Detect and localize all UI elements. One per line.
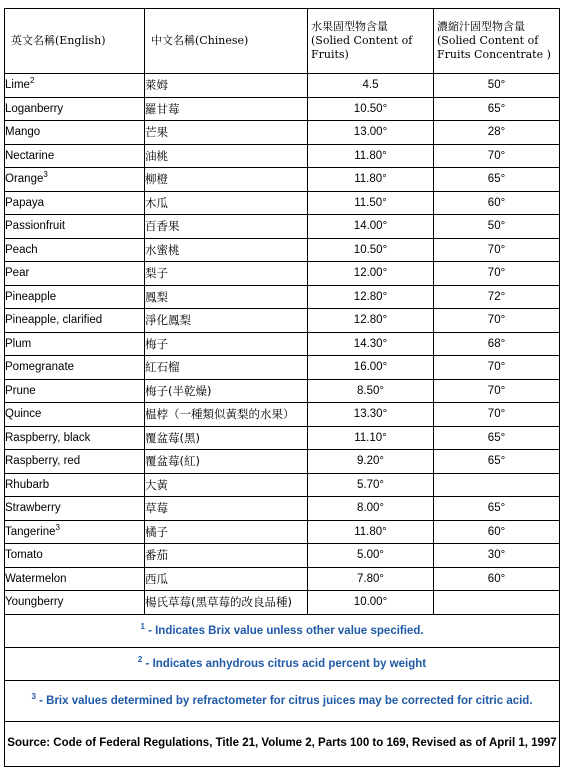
english-name-cell	[5, 168, 145, 192]
solids-value: 8.50°	[308, 379, 434, 403]
chinese-name: 芒果	[145, 121, 308, 145]
table-row	[5, 238, 560, 262]
chinese-name: 梨子	[145, 262, 308, 286]
chinese-name: 梅子	[145, 332, 308, 356]
english-name-cell	[5, 238, 145, 262]
english-name: Mango	[5, 126, 41, 139]
concentrate-value: 70°	[434, 356, 560, 380]
english-name: Strawberry	[5, 502, 61, 515]
header-solids	[308, 9, 434, 74]
footnote-mark: 3	[55, 522, 60, 532]
table-row	[5, 262, 560, 286]
chinese-name: 梅子(半乾燥)	[145, 379, 308, 403]
english-name: Peach	[5, 243, 38, 256]
english-name-cell	[5, 544, 145, 568]
solids-value: 10.00°	[308, 591, 434, 615]
table-row	[5, 473, 560, 497]
table-row	[5, 520, 560, 544]
table-row	[5, 97, 560, 121]
chinese-name: 百香果	[145, 215, 308, 239]
header-solids-en: (Solied Content of Fruits)	[311, 34, 413, 61]
solids-value: 11.50°	[308, 191, 434, 215]
table-row	[5, 168, 560, 192]
source-citation: Source: Code of Federal Regulations, Title 21, Volume 2, Parts 100 to 169, Revised as of April 1, 1997	[5, 721, 560, 766]
table-row	[5, 74, 560, 98]
chinese-name: 草莓	[145, 497, 308, 521]
chinese-name: 柳橙	[145, 168, 308, 192]
english-name-cell	[5, 591, 145, 615]
english-name: Pineapple	[5, 290, 57, 303]
chinese-name: 淨化鳳梨	[145, 309, 308, 333]
chinese-name: 大黃	[145, 473, 308, 497]
english-name-cell	[5, 309, 145, 333]
solids-value: 7.80°	[308, 567, 434, 591]
solids-value: 12.80°	[308, 309, 434, 333]
english-name-cell	[5, 497, 145, 521]
footnote-mark: 2	[29, 76, 35, 86]
chinese-name: 鳳梨	[145, 285, 308, 309]
solids-value: 5.70°	[308, 473, 434, 497]
table-row	[5, 144, 560, 168]
table-row	[5, 591, 560, 615]
solids-value: 9.20°	[308, 450, 434, 474]
concentrate-value: 65°	[434, 426, 560, 450]
header-chinese: 中文名稱(Chinese)	[145, 9, 308, 74]
table-row	[5, 215, 560, 239]
english-name-cell	[5, 356, 145, 380]
english-name-cell	[5, 262, 145, 286]
solids-value: 14.30°	[308, 332, 434, 356]
header-english: 英文名稱(English)	[5, 9, 145, 74]
chinese-name: 紅石榴	[145, 356, 308, 380]
english-name: Rhubarb	[5, 478, 50, 491]
header-concentrate-en: (Solied Content of Fruits Concentrate )	[437, 34, 551, 61]
solids-value: 10.50°	[308, 238, 434, 262]
english-name: Watermelon	[5, 572, 67, 585]
english-name: Nectarine	[5, 149, 55, 162]
english-name: Plum	[5, 337, 32, 350]
english-name-cell	[5, 426, 145, 450]
solids-value: 10.50°	[308, 97, 434, 121]
concentrate-value: 70°	[434, 144, 560, 168]
english-name-cell	[5, 121, 145, 145]
concentrate-value: 65°	[434, 497, 560, 521]
english-name: Orange	[5, 173, 44, 186]
footnote-mark: 3	[43, 170, 48, 180]
chinese-name: 西瓜	[145, 567, 308, 591]
header-row	[5, 9, 560, 74]
english-name: Pomegranate	[5, 361, 75, 374]
source-row	[5, 721, 560, 766]
concentrate-value: 30°	[434, 544, 560, 568]
concentrate-value: 68°	[434, 332, 560, 356]
english-name-cell	[5, 191, 145, 215]
concentrate-value: 70°	[434, 379, 560, 403]
chinese-name: 木瓜	[145, 191, 308, 215]
note-1: $^1$ - Indicates Brix value unless other value specified.	[5, 614, 560, 647]
english-name: Raspberry, red	[5, 455, 81, 468]
concentrate-value: 65°	[434, 168, 560, 192]
english-name: Pear	[5, 267, 30, 280]
table-row	[5, 309, 560, 333]
english-name-cell	[5, 450, 145, 474]
table-row	[5, 403, 560, 427]
english-name: Youngberry	[5, 596, 64, 609]
concentrate-value: 70°	[434, 262, 560, 286]
table-row	[5, 356, 560, 380]
english-name-cell	[5, 567, 145, 591]
solids-value: 13.30°	[308, 403, 434, 427]
concentrate-value: 70°	[434, 238, 560, 262]
table-row	[5, 191, 560, 215]
solids-value: 11.80°	[308, 520, 434, 544]
english-name: Quince	[5, 408, 42, 421]
solids-value: 13.00°	[308, 121, 434, 145]
concentrate-value	[434, 591, 560, 615]
table-row	[5, 567, 560, 591]
note-row	[5, 614, 560, 647]
concentrate-value: 60°	[434, 567, 560, 591]
concentrate-value: 65°	[434, 450, 560, 474]
english-name: Loganberry	[5, 102, 64, 115]
english-name-cell	[5, 520, 145, 544]
english-name-cell	[5, 97, 145, 121]
english-name: Tomato	[5, 549, 43, 562]
header-concentrate	[434, 9, 560, 74]
table-row	[5, 121, 560, 145]
solids-value: 11.10°	[308, 426, 434, 450]
solids-value: 12.80°	[308, 285, 434, 309]
solids-value: 11.80°	[308, 168, 434, 192]
english-name-cell	[5, 144, 145, 168]
chinese-name: 橘子	[145, 520, 308, 544]
concentrate-value: 60°	[434, 191, 560, 215]
brix-table	[4, 8, 560, 767]
chinese-name: 榅桲（一種類似黃梨的水果）	[145, 403, 308, 427]
english-name-cell	[5, 379, 145, 403]
concentrate-value: 70°	[434, 309, 560, 333]
table-row	[5, 450, 560, 474]
note-2: $^2$ - Indicates anhydrous citrus acid percent by weight	[5, 647, 560, 680]
solids-value: 5.00°	[308, 544, 434, 568]
table-row	[5, 497, 560, 521]
concentrate-value: 60°	[434, 520, 560, 544]
english-name: Raspberry, black	[5, 431, 91, 444]
chinese-name: 水蜜桃	[145, 238, 308, 262]
chinese-name: 番茄	[145, 544, 308, 568]
english-name-cell	[5, 215, 145, 239]
chinese-name: 油桃	[145, 144, 308, 168]
header-concentrate-zh: 濃縮汁固型物含量	[437, 20, 525, 33]
table-row	[5, 285, 560, 309]
table-row	[5, 426, 560, 450]
chinese-name: 覆盆莓(紅)	[145, 450, 308, 474]
english-name: Tangerine	[5, 525, 56, 538]
table-row	[5, 332, 560, 356]
chinese-name: 楊氏草莓(黑草莓的改良品種)	[145, 591, 308, 615]
concentrate-value	[434, 473, 560, 497]
chinese-name: 羅甘莓	[145, 97, 308, 121]
english-name: Pineapple, clarified	[5, 314, 103, 327]
note-row	[5, 647, 560, 680]
english-name-cell	[5, 74, 145, 98]
english-name: Papaya	[5, 196, 45, 209]
table-body	[5, 74, 560, 615]
chinese-name: 萊姆	[145, 74, 308, 98]
concentrate-value: 72°	[434, 285, 560, 309]
table-row	[5, 379, 560, 403]
solids-value: 8.00°	[308, 497, 434, 521]
concentrate-value: 50°	[434, 215, 560, 239]
note-row	[5, 680, 560, 721]
english-name-cell	[5, 473, 145, 497]
concentrate-value: 28°	[434, 121, 560, 145]
english-name: Prune	[5, 384, 36, 397]
chinese-name: 覆盆莓(黑)	[145, 426, 308, 450]
english-name-cell	[5, 332, 145, 356]
english-name: Lime	[5, 79, 30, 92]
solids-value: 12.00°	[308, 262, 434, 286]
concentrate-value: 65°	[434, 97, 560, 121]
english-name-cell	[5, 403, 145, 427]
solids-value: 4.5	[308, 74, 434, 98]
header-solids-zh: 水果固型物含量	[311, 20, 388, 33]
english-name-cell	[5, 285, 145, 309]
solids-value: 16.00°	[308, 356, 434, 380]
solids-value: 11.80°	[308, 144, 434, 168]
table-row	[5, 544, 560, 568]
english-name: Passionfruit	[5, 220, 66, 233]
concentrate-value: 50°	[434, 74, 560, 98]
concentrate-value: 70°	[434, 403, 560, 427]
solids-value: 14.00°	[308, 215, 434, 239]
note-3: $^3$ - Brix values determined by refractometer for citrus juices may be corrected for citric acid.	[5, 680, 560, 721]
